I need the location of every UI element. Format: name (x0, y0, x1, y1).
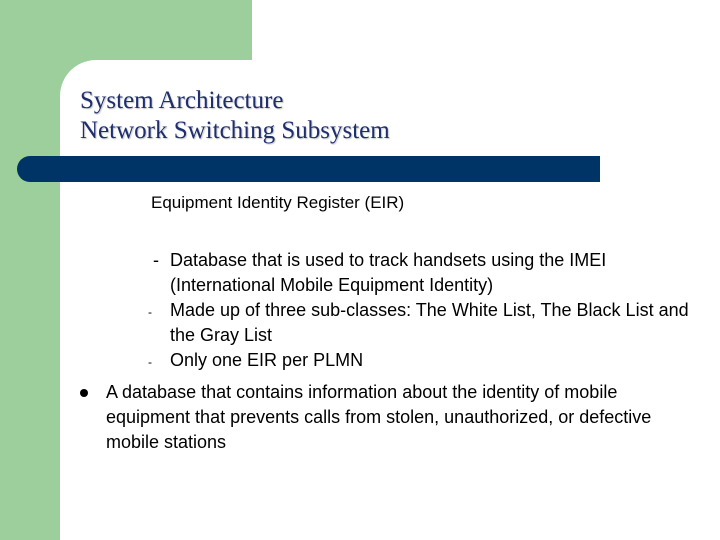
title-divider-bar (17, 156, 600, 182)
bullet-item (80, 380, 690, 455)
bullet-text: A database that contains information about the identity of mobile equipment that prevents calls from stolen, unauthorized, or defective mobile stations (106, 382, 652, 452)
sub-item-text: Made up of three sub-classes: The White List, The Black List and the Gray List (170, 300, 689, 345)
eir-heading: Equipment Identity Register (EIR) (151, 193, 405, 212)
dash-marker: - (148, 305, 152, 319)
sub-item (145, 298, 690, 348)
dash-marker: - (148, 355, 152, 369)
sub-item-text: Only one EIR per PLMN (170, 350, 364, 370)
sub-item (145, 248, 690, 298)
sub-item-text: Database that is used to track handsets using the IMEI (International Mobile Equipment Identity) (170, 250, 607, 295)
slide-title (80, 86, 390, 146)
title-line-2: Network Switching Subsystem (80, 117, 390, 144)
dash-marker: - (153, 250, 159, 270)
title-line-1: System Architecture (80, 87, 284, 114)
green-side-strip (0, 0, 60, 540)
bullet-dot-icon (80, 389, 88, 397)
sub-item-list (145, 248, 690, 373)
sub-item (145, 348, 690, 373)
